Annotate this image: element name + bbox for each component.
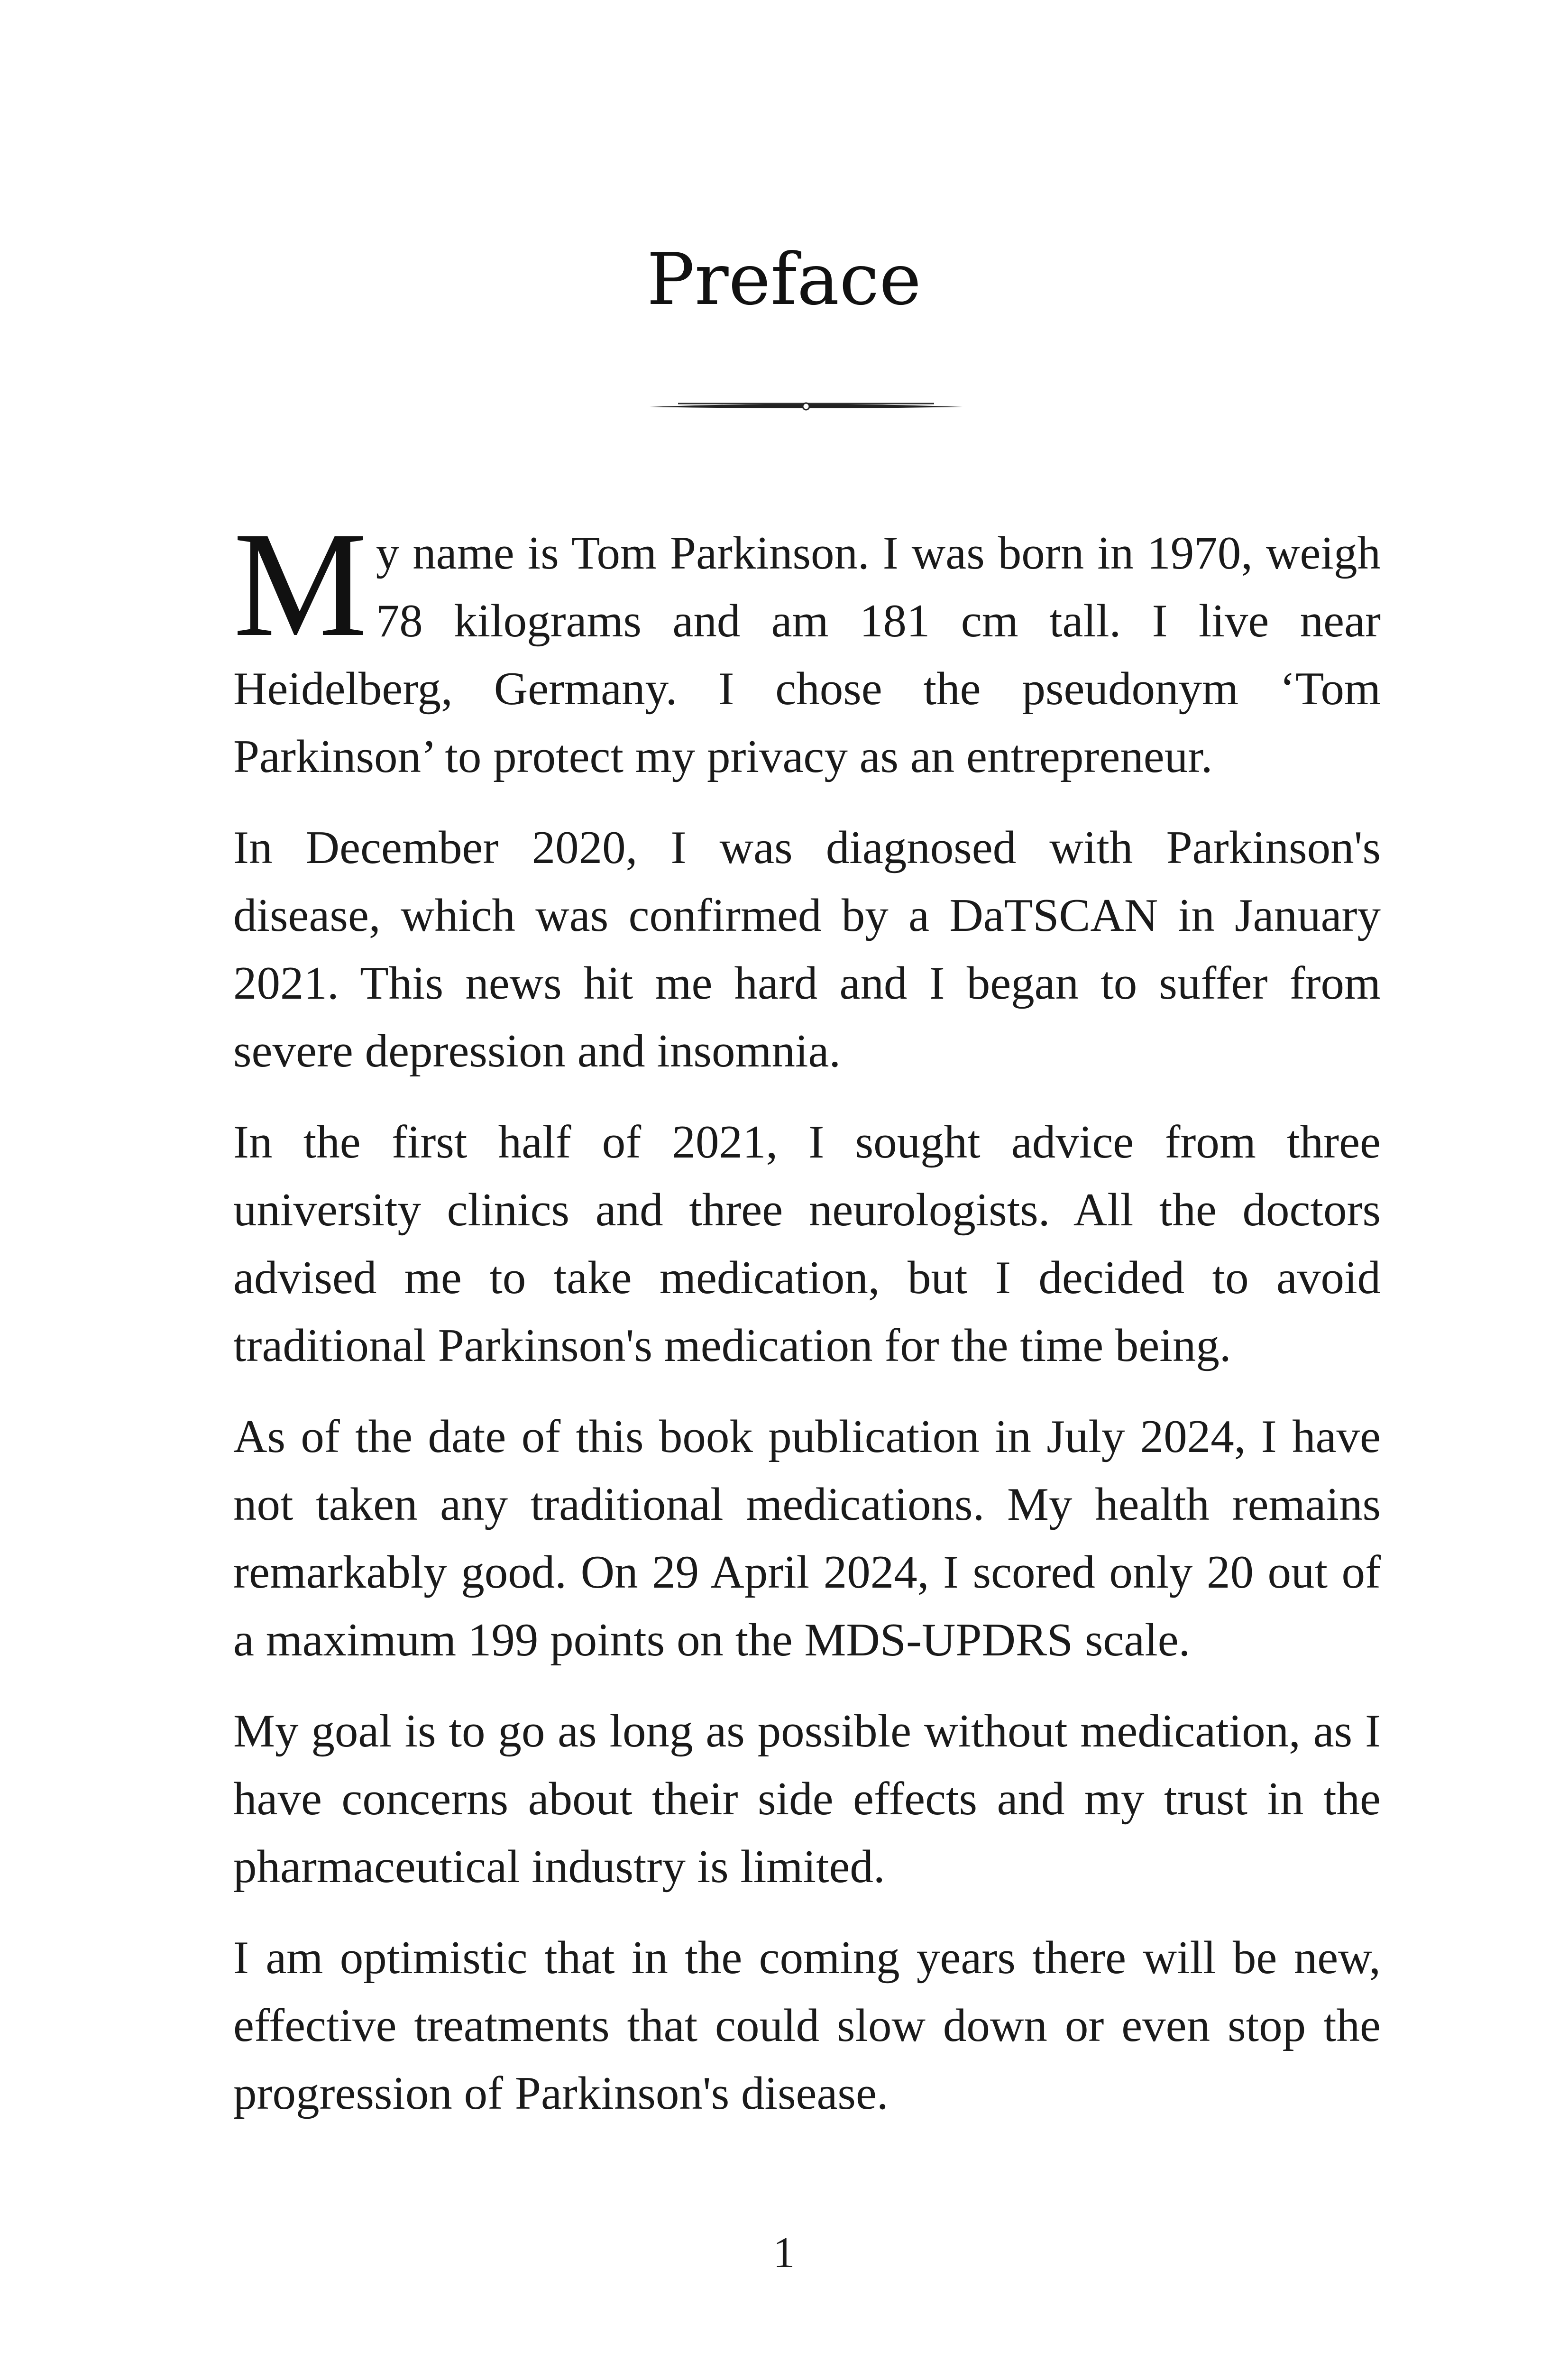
paragraph-4: As of the date of this book publication in July 2024, I have not taken any traditional medications. My health remains remarkably good. On 29 April 2024, I scored only 20 out of a maximum 199 points on the MDS-UPDRS scale.: [233, 1411, 1381, 1666]
paragraph-1: [233, 501, 1381, 790]
paragraph-1-text: y name is Tom Parkinson. I was born in 1970, weigh 78 kilograms and am 181 cm tall. I live near Heidelberg, Germany. I chose the pseudonym ‘Tom Parkinson’ to protect my privacy as an entrepreneur.: [233, 527, 1381, 782]
paragraph-2: In December 2020, I was diagnosed with Parkinson's disease, which was confirmed by a DaTSCAN in January 2021. This news hit me hard and I began to suffer from severe depression and insomnia.: [233, 822, 1381, 1077]
paragraph-6: I am optimistic that in the coming years there will be new, effective treatments that could slow down or even stop the progression of Parkinson's disease.: [233, 1932, 1381, 2119]
page-number: 1: [773, 2228, 795, 2277]
preface-body: [233, 501, 1381, 2150]
drop-cap: M: [233, 501, 367, 668]
paragraph-3: In the first half of 2021, I sought advice from three university clinics and three neurologists. All the doctors advised me to take medication, but I decided to avoid traditional Parkinson's medication for the time being.: [233, 1116, 1381, 1371]
title-divider-ornament: [650, 397, 963, 416]
paragraph-5: My goal is to go as long as possible without medication, as I have concerns about their side effects and my trust in the pharmaceutical industry is limited.: [233, 1705, 1381, 1893]
page-title: Preface: [646, 239, 922, 321]
